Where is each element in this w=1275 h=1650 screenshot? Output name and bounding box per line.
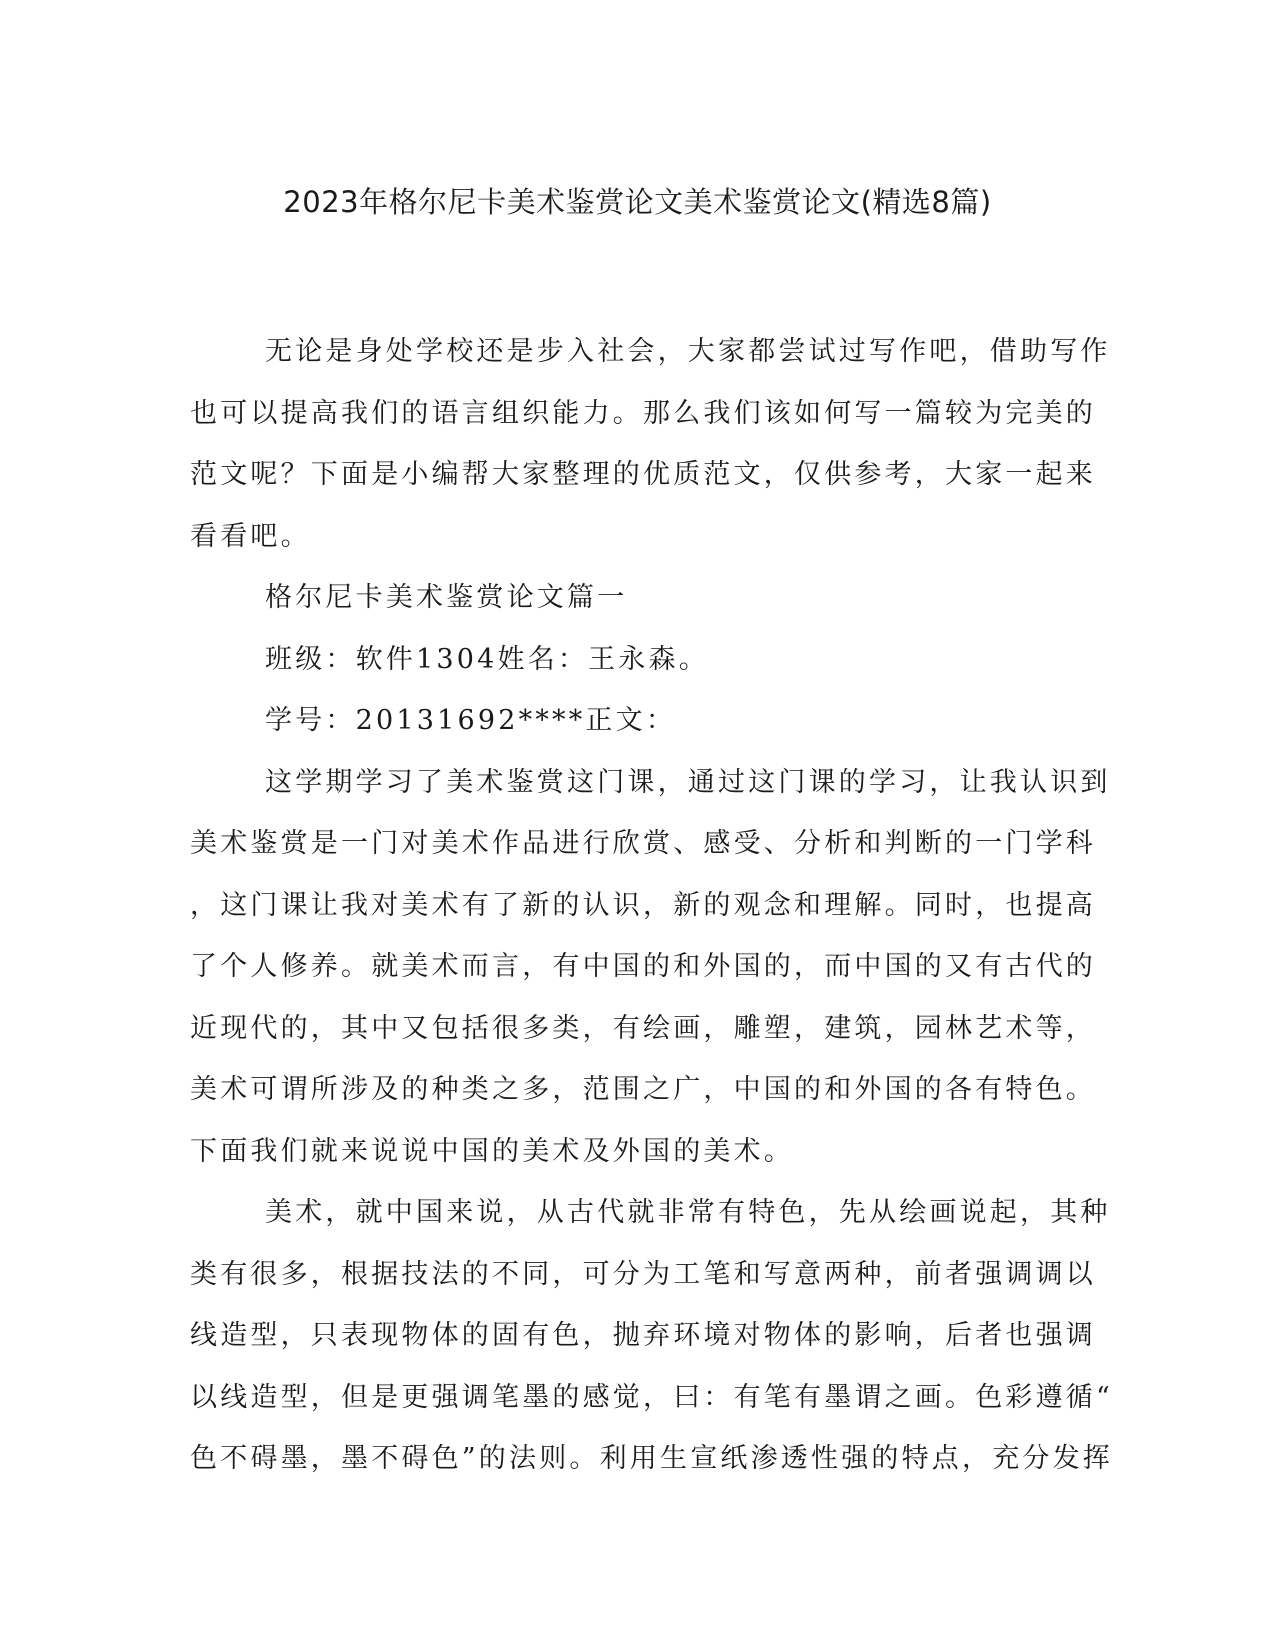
document-body [190,332,1114,1501]
paragraph-line: 美术鉴赏是一门对美术作品进行欣赏、感受、分析和判断的一门学科 [190,828,1096,859]
paragraph-line: 也可以提高我们的语言组织能力。那么我们该如何写一篇较为完美的 [190,397,1096,429]
paragraph-line: 以线造型，但是更强调笔墨的感觉，曰：有笔有墨谓之画。色彩遵循“ [190,1381,1114,1413]
paragraph-line: 这学期学习了美术鉴赏这门课，通过这门课的学习，让我认识到 [265,766,1111,798]
paragraph-line: 看看吧。 [190,520,311,552]
paragraph-line: 范文呢？下面是小编帮大家整理的优质范文，仅供参考，大家一起来 [190,459,1096,490]
document-title: 2023年格尔尼卡美术鉴赏论文美术鉴赏论文(精选8篇) [283,185,992,219]
paragraph-line: 了个人修养。就美术而言，有中国的和外国的，而中国的又有古代的 [190,951,1096,982]
paragraph-line: ，这门课让我对美术有了新的认识，新的观念和理解。同时，也提高 [190,889,1096,921]
section-heading: 格尔尼卡美术鉴赏论文篇一 [265,582,628,613]
paragraph-line: 美术可谓所涉及的种类之多，范围之广，中国的和外国的各有特色。 [190,1074,1096,1105]
paragraph-line: 无论是身处学校还是步入社会，大家都尝试过写作吧，借助写作 [265,336,1111,367]
student-class-line: 班级：软件1304姓名：王永森。 [265,643,709,675]
student-id-line: 学号：20131692****正文： [265,705,677,736]
paragraph-line: 色不碍墨，墨不碍色”的法则。利用生宣纸渗透性强的特点，充分发挥 [190,1443,1114,1474]
paragraph-line: 下面我们就来说说中国的美术及外国的美术。 [190,1135,794,1167]
paragraph-line: 近现代的，其中又包括很多类，有绘画，雕塑，建筑，园林艺术等， [190,1012,1096,1044]
paragraph-line: 线造型，只表现物体的固有色，抛弃环境对物体的影响，后者也强调 [190,1320,1096,1351]
paragraph-line: 美术，就中国来说，从古代就非常有特色，先从绘画说起，其种 [265,1197,1111,1228]
paragraph-line: 类有很多，根据技法的不同，可分为工笔和写意两种，前者强调调以 [190,1258,1096,1290]
